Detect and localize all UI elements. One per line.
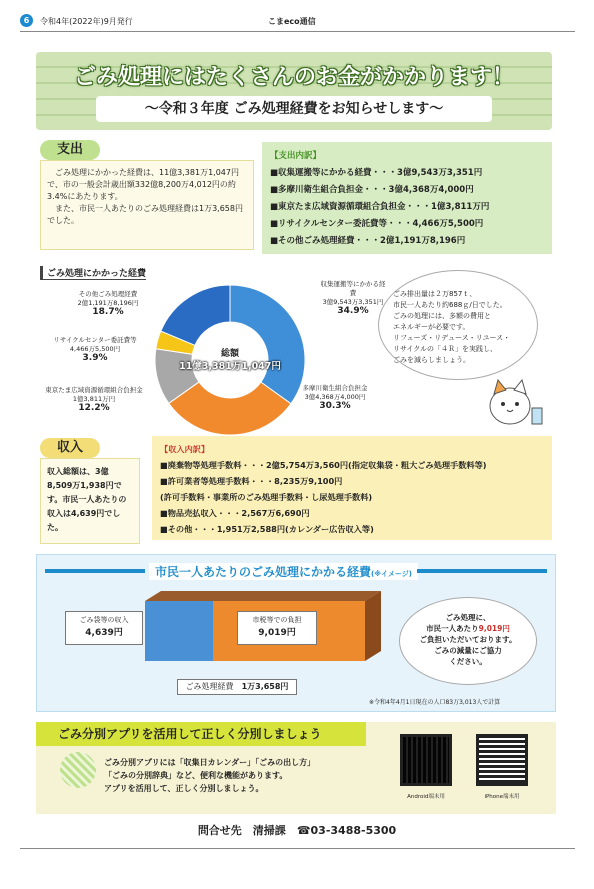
slice-amount: 1億3,811万円: [72, 395, 116, 403]
slice-name: その他ごみ処理経費: [78, 290, 138, 298]
bubble-line: ごみを減らしましょう。: [393, 356, 470, 364]
bubble-line: 市民一人あたり約688ｇ/日でした。: [393, 301, 507, 309]
total-value: 1万3,658円: [241, 682, 289, 691]
expense-text-box: [40, 160, 254, 250]
qr-code-android[interactable]: [400, 734, 452, 786]
income-detail-2: (許可手数料・事業所のごみ処理手数料・し尿処理手数料): [160, 492, 373, 502]
qr-label-iphone: iPhone端末用: [484, 794, 520, 800]
contact-phone: ☎03-3488-5300: [296, 824, 397, 837]
expense-detail-2: ■東京たま広域資源循環組合負担金・・・1億3,811万円: [270, 202, 490, 212]
app-panel: [36, 722, 556, 814]
qr-code-iphone[interactable]: [476, 734, 528, 786]
bubble-line: ごみ排出量は２万857ｔ、: [393, 290, 477, 298]
expense-detail-box: [262, 142, 552, 254]
income-detail-title: 【収入内訳】: [160, 444, 210, 454]
slice-label-tamagawa: [300, 384, 370, 411]
income-text-box: 収入総額は、3億8,509万1,938円です。市民一人あたりの収入は4,639円でした。: [40, 458, 140, 544]
burden-label-box: [237, 611, 317, 645]
app-body-line: アプリを活用して、正しく分別しましょう。: [104, 784, 264, 793]
speech-line: ごみ処理に、: [445, 613, 491, 622]
slice-label-collection: [318, 280, 388, 316]
speech-line: ご負担いただいております。: [419, 635, 517, 644]
expense-body-2: また、市民一人あたりのごみ処理経費は1万3,658円でした。: [47, 204, 243, 225]
per-capita-speech: [399, 597, 537, 685]
total-label: ごみ処理経費: [185, 682, 234, 691]
issue-date: 令和4年(2022年)9月発行: [40, 17, 133, 26]
income-detail-0: ■廃棄物等処理手数料・・・2億5,754万3,560円(指定収集袋・粗大ごみ処理手数料等): [160, 460, 487, 470]
expense-detail-3: ■リサイクルセンター委託費等・・・4,466万5,500円: [270, 219, 484, 229]
slice-amount: 4,466万5,500円: [69, 345, 121, 353]
bubble-line: リフューズ・リデュース・リユース・: [393, 334, 511, 342]
cat-mascot-illustration: [476, 370, 546, 430]
bubble-line: リサイクルの「４Ｒ」を実践し、: [393, 345, 498, 353]
per-capita-panel: [36, 554, 556, 712]
page-number-badge: 6: [20, 14, 33, 27]
burden-label: 市税等での負担: [252, 616, 302, 624]
slice-amount: 3億4,368万4,000円: [304, 393, 366, 401]
expense-heading: 支出: [40, 140, 100, 160]
per-capita-title-note: (※イメージ): [371, 570, 413, 578]
per-capita-title: [149, 563, 418, 580]
income-detail-4: ■その他・・・1,951万2,588円(カレンダー広告収入等): [160, 524, 374, 534]
expense-detail-1: ■多摩川衛生組合負担金・・・3億4,368万4,000円: [270, 185, 474, 195]
slice-pct: 30.3%: [319, 401, 351, 411]
slice-pct: 12.2%: [78, 403, 110, 413]
income-label: ごみ袋等の収入: [79, 616, 129, 624]
income-detail-1: ■許可業者等処理手数料・・・8,235万9,100円: [160, 476, 343, 486]
page-subtitle: ～令和３年度 ごみ処理経費をお知らせします～: [96, 96, 492, 122]
speech-line: 市民一人あたり9,019円: [426, 624, 510, 633]
expense-detail-title: 【支出内訳】: [270, 151, 322, 161]
app-decor-circle: [60, 752, 96, 788]
income-detail-box: [152, 436, 552, 540]
income-label-box: [65, 611, 143, 645]
burden-value: 9,019円: [258, 628, 296, 638]
slice-name: 多摩川衛生組合負担金: [302, 384, 368, 392]
slice-label-tokyo-tama: [36, 386, 152, 413]
contact-label: 問合せ先 清掃課: [197, 824, 286, 837]
bubble-line: ごみの処理には、多額の費用と: [393, 312, 491, 320]
slice-name: 収集運搬等にかかる経費: [320, 280, 386, 297]
total-label-box: [177, 679, 297, 695]
chart-center-value: 11億3,381万1,047円: [179, 361, 281, 372]
expense-detail-4: ■その他ごみ処理経費・・・2億1,191万8,196円: [270, 236, 466, 246]
slice-pct: 3.9%: [82, 353, 108, 363]
speech-line: ごみの減量にご協力: [434, 646, 502, 655]
per-capita-title-text: 市民一人あたりのごみ処理にかかる経費: [155, 565, 372, 579]
expense-detail-0: ■収集運搬等にかかる経費・・・3億9,543万3,351円: [270, 168, 483, 178]
slice-name: 東京たま広域資源循環組合負担金: [45, 386, 143, 394]
qr-label-android: Android端末用: [407, 794, 445, 800]
donut-slice-0: [230, 285, 305, 404]
publication-name: こまeco通信: [268, 17, 316, 26]
title-banner: [36, 52, 552, 130]
title-rule: [45, 569, 145, 573]
population-note: ※令和4年4月1日現在の人口83万3,013人で計算: [369, 699, 501, 706]
chart-center-label: 総額: [220, 349, 239, 359]
bubble-line: エネルギーが必要です。: [393, 323, 470, 331]
app-body-line: ごみ分別アプリには「収集日カレンダー」「ごみの出し方」: [104, 758, 316, 767]
page-title: ごみ処理にはたくさんのお金がかかります！: [73, 65, 514, 90]
speech-line: ください。: [449, 657, 487, 666]
income-detail-3: ■物品売払収入・・・2,567万6,690円: [160, 508, 310, 518]
income-heading: 収入: [40, 438, 100, 458]
income-value: 4,639円: [85, 628, 123, 638]
slice-amount: 3億9,543万3,351円: [322, 298, 384, 306]
slice-name: リサイクルセンター委託費等: [53, 336, 137, 344]
info-bubble: [378, 270, 538, 380]
contact-footer: [0, 822, 594, 838]
slice-label-other: [58, 290, 158, 317]
slice-pct: 34.9%: [337, 306, 369, 316]
slice-amount: 2億1,191万8,196円: [77, 299, 139, 307]
footer-rule: [20, 848, 575, 849]
title-rule: [417, 569, 547, 573]
expense-body-1: ごみ処理にかかった経費は、11億3,381万1,047円で、市の一般会計歳出額332億8,200万4,012円の約3.4%にあたります。: [47, 168, 239, 201]
app-title: ごみ分別アプリを活用して正しく分別しましょう: [36, 722, 366, 746]
slice-label-recycle: [40, 336, 150, 363]
slice-pct: 18.7%: [92, 307, 124, 317]
header: [20, 14, 575, 32]
app-body-line: 「ごみの分別辞典」など、便利な機能があります。: [104, 771, 288, 780]
app-body: [104, 756, 315, 795]
chart-title: ごみ処理にかかった経費: [40, 266, 146, 280]
